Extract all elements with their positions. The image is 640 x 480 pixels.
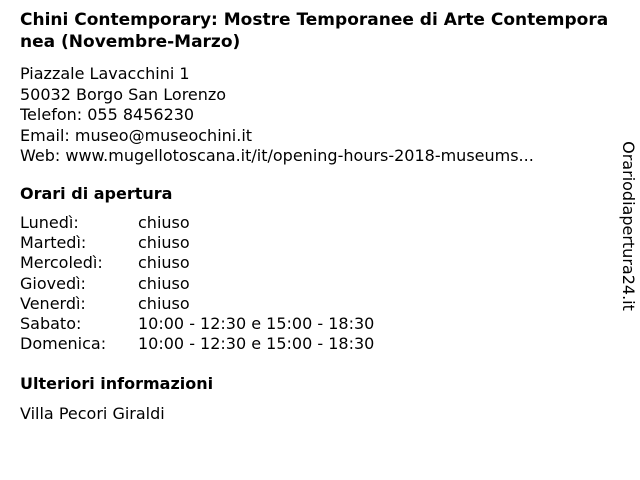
day-label: Lunedì:: [20, 213, 79, 232]
hours-row-tuesday: [20, 233, 374, 253]
day-label: Venerdì:: [20, 293, 86, 313]
day-hours: chiuso: [138, 253, 190, 273]
additional-info-text: Villa Pecori Giraldi: [20, 404, 165, 423]
day-label: Martedì:: [20, 233, 87, 253]
opening-hours-table: [20, 213, 374, 354]
day-hours: chiuso: [138, 213, 190, 232]
page-title: Chini Contemporary: Mostre Temporanee di Arte Contemporanea (Novembre-Marzo): [20, 10, 609, 52]
hours-row-sunday: [20, 334, 374, 354]
hours-row-friday: [20, 294, 374, 314]
hours-row-saturday: [20, 314, 374, 334]
phone-number[interactable]: Telefon: 055 8456230: [20, 105, 195, 124]
day-label: Giovedì:: [20, 273, 86, 293]
day-hours: chiuso: [138, 273, 190, 293]
day-label: Mercoledì:: [20, 253, 103, 273]
brand-watermark: Orariodiapertura24.it: [619, 141, 638, 311]
day-hours: chiuso: [138, 293, 190, 313]
street-address: Piazzale Lavacchini 1: [20, 64, 190, 83]
day-hours: 10:00 - 12:30 e 15:00 - 18:30: [138, 314, 375, 334]
hours-row-monday: [20, 213, 374, 233]
opening-hours-heading: Orari di apertura: [20, 184, 173, 203]
email-address[interactable]: Email: museo@museochini.it: [20, 125, 253, 145]
day-hours: chiuso: [138, 233, 190, 253]
day-hours: 10:00 - 12:30 e 15:00 - 18:30: [138, 334, 375, 354]
hours-row-thursday: [20, 274, 374, 294]
additional-info-heading: Ulteriori informazioni: [20, 374, 214, 393]
address-block: [20, 64, 605, 167]
city-address: 50032 Borgo San Lorenzo: [20, 84, 227, 104]
hours-row-wednesday: [20, 253, 374, 273]
website-link[interactable]: Web: www.mugellotoscana.it/it/opening-hours-2018-museums...: [20, 146, 534, 165]
day-label: Domenica:: [20, 334, 107, 354]
day-label: Sabato:: [20, 314, 82, 334]
